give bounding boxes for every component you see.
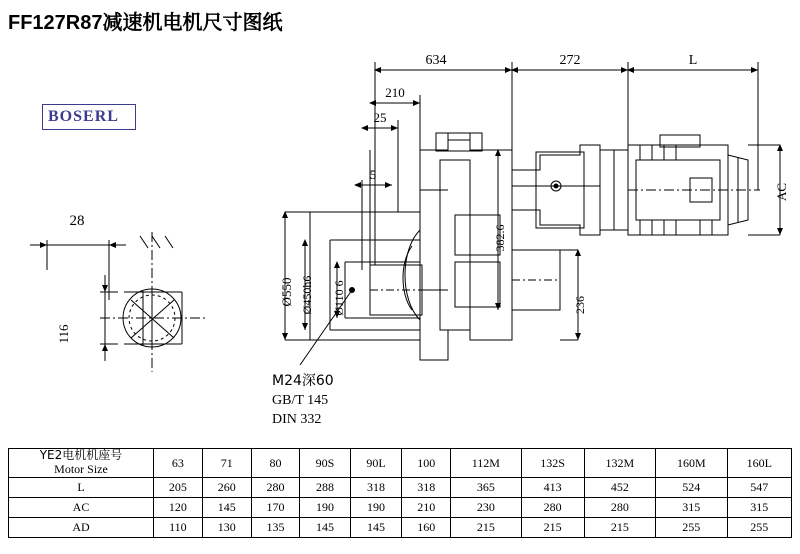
col-header: 112M (451, 449, 522, 478)
label-L: L (688, 53, 698, 68)
cell: 452 (584, 477, 655, 497)
cell: 120 (154, 497, 203, 517)
cell: 130 (202, 517, 251, 537)
cell: 145 (350, 517, 402, 537)
label-AC: AC (774, 182, 789, 202)
col-header: 80 (251, 449, 300, 478)
table-row (9, 497, 792, 517)
label-5: 5 (369, 167, 377, 182)
cell: 160 (402, 517, 451, 537)
col-header: 160L (727, 449, 791, 478)
cell: 170 (251, 497, 300, 517)
col-header: 90L (350, 449, 402, 478)
cell: 135 (251, 517, 300, 537)
label-110: Ø110 6 (332, 280, 346, 316)
row-label: AC (9, 497, 154, 517)
cell: 524 (656, 477, 727, 497)
table-row (9, 517, 792, 537)
row-label: L (9, 477, 154, 497)
col-header: 160M (656, 449, 727, 478)
dim-236 (560, 250, 578, 340)
label-550: Ø550 (279, 277, 294, 307)
cell: 413 (521, 477, 584, 497)
note-gbt: GB/T 145 (272, 393, 329, 408)
cell: 215 (521, 517, 584, 537)
cell: 280 (584, 497, 655, 517)
cell: 260 (202, 477, 251, 497)
cell: 190 (350, 497, 402, 517)
cell: 318 (402, 477, 451, 497)
cell: 145 (202, 497, 251, 517)
cell: 215 (584, 517, 655, 537)
cell: 110 (154, 517, 203, 537)
col-header: 63 (154, 449, 203, 478)
cell: 190 (300, 497, 350, 517)
cell: 145 (300, 517, 350, 537)
cell: 315 (727, 497, 791, 517)
label-25: 25 (373, 110, 387, 125)
table-header-label (9, 449, 154, 478)
brand-logo: BOSERL (48, 108, 119, 125)
note-din: DIN 332 (272, 412, 322, 427)
col-header: 71 (202, 449, 251, 478)
label-236: 236 (573, 296, 587, 314)
label-210: 210 (385, 85, 405, 100)
label-28: 28 (69, 213, 85, 229)
col-header: 90S (300, 449, 350, 478)
label-382: 382.6 (493, 224, 507, 252)
table-header-row (9, 449, 792, 478)
cell: 288 (300, 477, 350, 497)
cell: 315 (656, 497, 727, 517)
label-450: Ø450h6 (300, 275, 314, 315)
cell: 280 (251, 477, 300, 497)
cell: 318 (350, 477, 402, 497)
note-m24: M24深60 (272, 373, 334, 389)
cell: 547 (727, 477, 791, 497)
cell: 280 (521, 497, 584, 517)
col-header: 132S (521, 449, 584, 478)
cell: 365 (451, 477, 522, 497)
row-label: AD (9, 517, 154, 537)
page-title: FF127R87减速机电机尺寸图纸 (8, 12, 283, 34)
cell: 255 (656, 517, 727, 537)
cell: 230 (451, 497, 522, 517)
dim-28 (30, 240, 126, 300)
label-116: 116 (56, 324, 71, 344)
header-label-en: Motor Size (54, 461, 108, 476)
cell: 255 (727, 517, 791, 537)
header-label-cn: YE2电机机座号 (39, 448, 123, 462)
cell: 215 (451, 517, 522, 537)
cell: 210 (402, 497, 451, 517)
motor-size-table (8, 448, 792, 538)
cell: 205 (154, 477, 203, 497)
col-header: 100 (402, 449, 451, 478)
note-block (272, 372, 334, 429)
col-header: 132M (584, 449, 655, 478)
label-272: 272 (559, 53, 581, 68)
label-634: 634 (425, 53, 447, 68)
table-row (9, 477, 792, 497)
